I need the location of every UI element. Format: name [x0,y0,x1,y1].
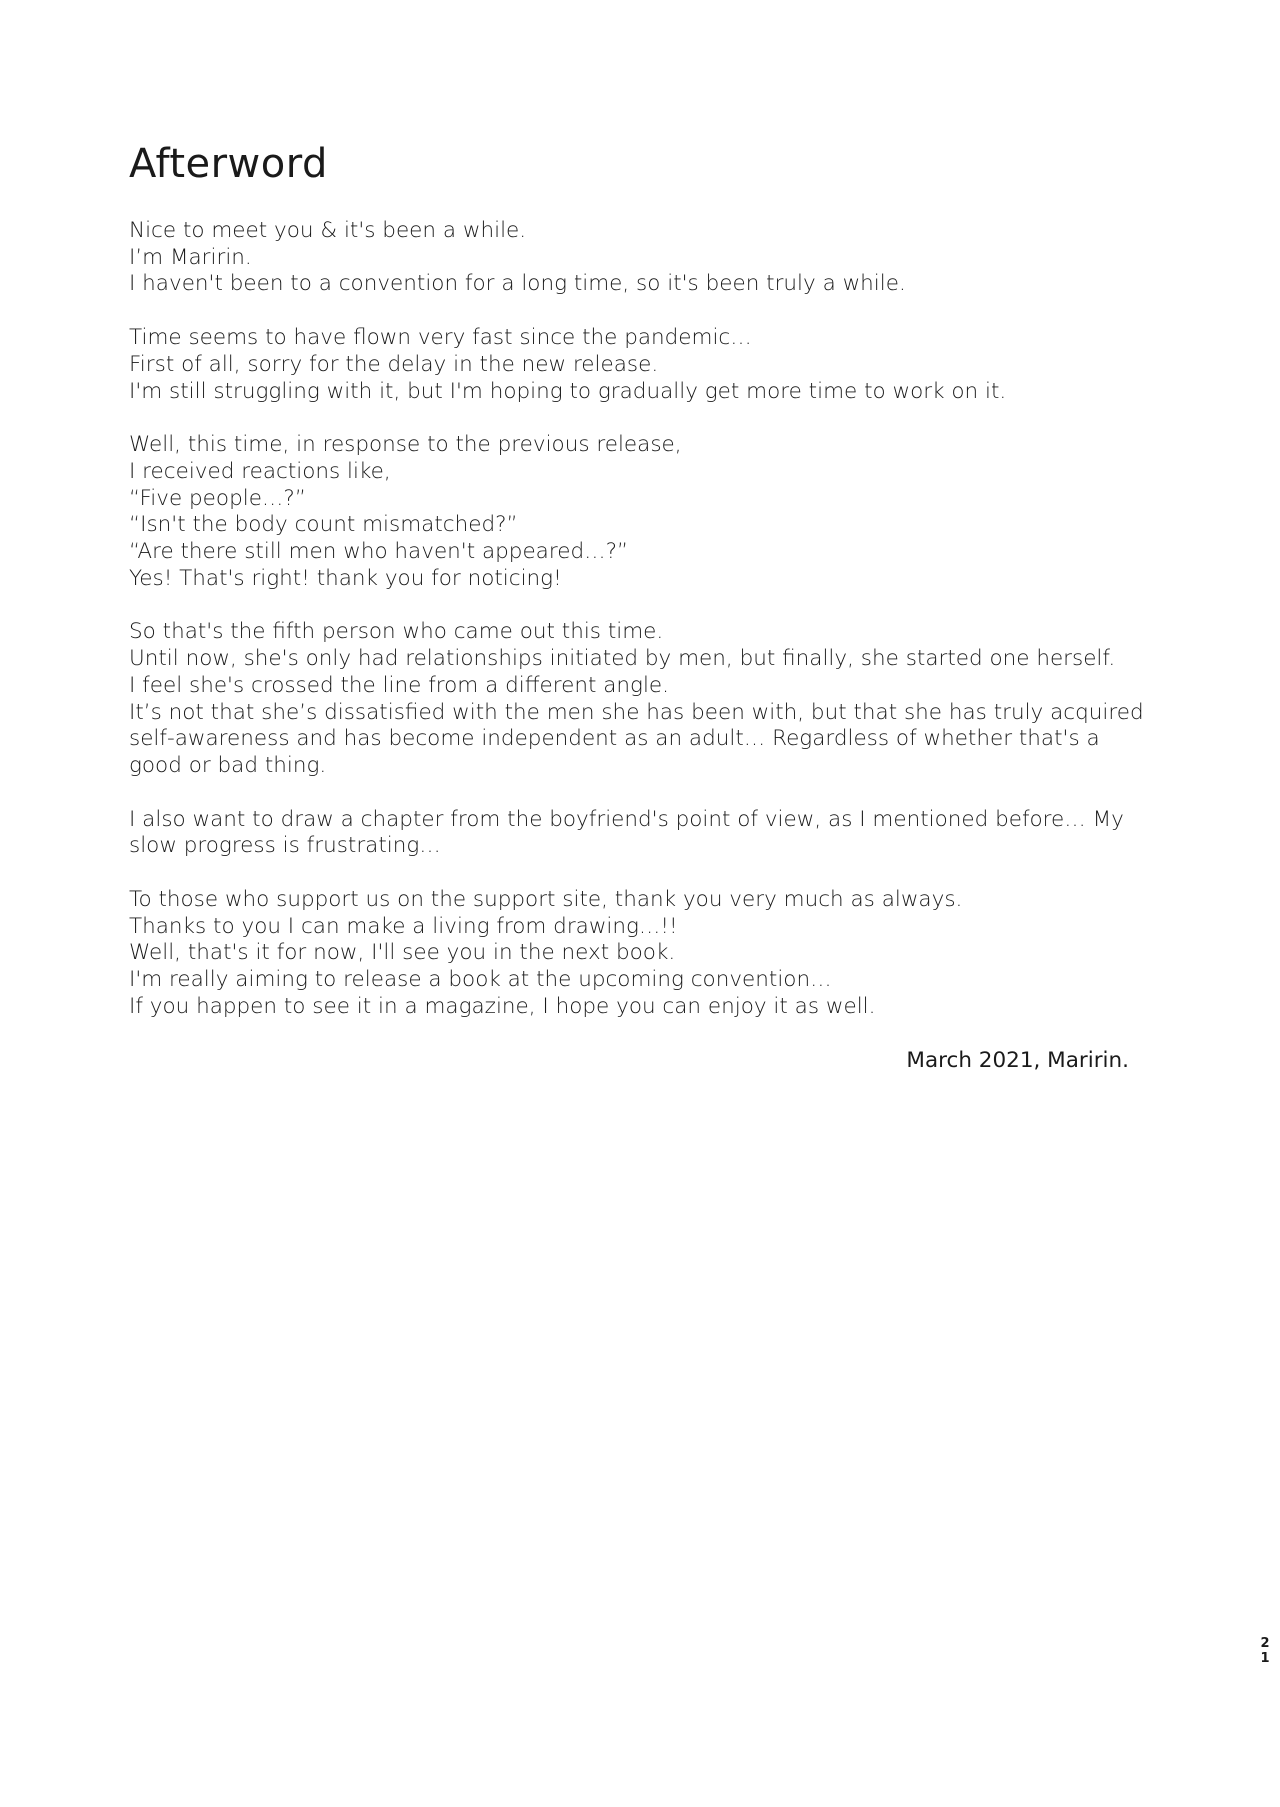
page-title: Afterword [129,141,328,187]
page-number-digit: 1 [1260,1651,1270,1666]
text-line: “Isn't the body count mismatched?” [129,512,518,538]
text-line: “Five people…?” [129,485,306,511]
text-line: So that's the fifth person who came out this time. [129,619,664,645]
text-line: First of all, sorry for the delay in the new release. [129,351,659,377]
text-line: Yes! That's right! thank you for noticing! [129,565,562,591]
text-line: Thanks to you I can make a living from drawing…!! [129,913,678,939]
paragraph-thanks [129,887,1129,1021]
afterword-page [129,140,1144,1074]
text-line: I'm really aiming to release a book at the upcoming convention… [129,967,832,993]
text-line: self-awareness and has become independent as an adult… Regardless of whether that's a [129,726,1100,752]
text-line: I feel she's crossed the line from a different angle. [129,672,669,698]
signature: March 2021, Maririn. [906,1047,1129,1073]
paragraph-boyfriend-chapter [129,807,1129,860]
page-number-digit: 2 [1260,1636,1270,1651]
text-line: Until now, she's only had relationships initiated by men, but finally, she started one herself. [129,646,1116,672]
text-line: It’s not that she’s dissatisfied with the men she has been with, but that she has truly acquired [129,699,1144,725]
paragraph-fifth-person [129,619,1144,779]
text-line: I haven't been to a convention for a long time, so it's been truly a while. [129,271,906,297]
text-line: I'm still struggling with it, but I'm hoping to gradually get more time to work on it. [129,378,1007,404]
text-line: If you happen to see it in a magazine, I hope you can enjoy it as well. [129,993,876,1019]
text-line: good or bad thing. [129,752,327,778]
text-line: I’m Maririn. [129,244,252,270]
text-line: Well, this time, in response to the previous release, [129,432,682,458]
text-line: Nice to meet you & it's been a while. [129,218,527,243]
text-line: “Are there still men who haven't appeared…?” [129,539,629,565]
text-line: I also want to draw a chapter from the boyfriend's point of view, as I mentioned before… My [129,806,1124,832]
text-line: Time seems to have flown very fast since the pandemic… [129,325,752,351]
paragraph-reactions [129,432,1129,592]
text-line: I received reactions like, [129,458,391,484]
text-line: Well, that's it for now, I'll see you in the next book. [129,940,676,966]
page-number [1259,1636,1271,1666]
paragraph-greeting [129,218,1129,298]
text-line: slow progress is frustrating… [129,833,441,859]
paragraph-delay [129,325,1129,405]
text-line: To those who support us on the support site, thank you very much as always. [129,887,963,913]
